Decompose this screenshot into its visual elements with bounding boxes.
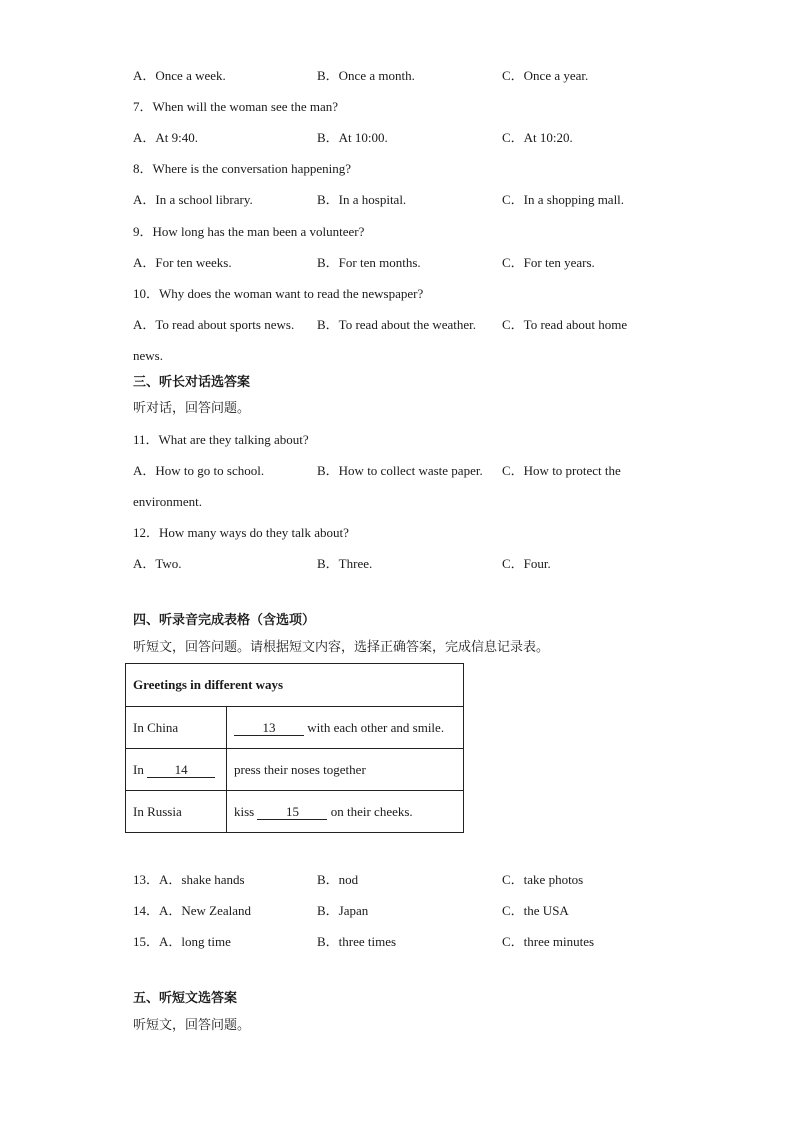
q8-option-b[interactable]: B．In a hospital.: [317, 192, 407, 207]
table-header: Greetings in different ways: [126, 664, 464, 707]
q10-option-c[interactable]: C．To read about home: [502, 317, 628, 332]
q6-option-c[interactable]: C．Once a year.: [502, 68, 589, 83]
section4-title: 四、听录音完成表格（含选项）: [133, 613, 316, 628]
table-cell: In 14: [126, 749, 227, 791]
q7-question: 7．When will the woman see the man?: [133, 99, 339, 114]
q6-option-b[interactable]: B．Once a month.: [317, 68, 415, 83]
q7-option-a[interactable]: A．At 9:40.: [133, 130, 199, 145]
q11-question: 11．What are they talking about?: [133, 432, 309, 447]
table-cell: In Russia: [126, 791, 227, 833]
table-cell: press their noses together: [227, 749, 464, 791]
section3-instruction: 听对话，回答问题。: [133, 401, 251, 416]
q15-option-a[interactable]: 15．A．long time: [133, 934, 231, 949]
q10-option-c-wrap: news.: [133, 348, 163, 363]
answer-blank[interactable]: 13: [234, 721, 304, 736]
q14-option-b[interactable]: B．Japan: [317, 903, 369, 918]
q10-option-b[interactable]: B．To read about the weather.: [317, 317, 477, 332]
greetings-table: [125, 663, 464, 833]
q14-option-a[interactable]: 14．A．New Zealand: [133, 903, 252, 918]
table-row: [126, 791, 464, 833]
q7-option-c[interactable]: C．At 10:20.: [502, 130, 573, 145]
q9-option-c[interactable]: C．For ten years.: [502, 255, 595, 270]
q8-option-a[interactable]: A．In a school library.: [133, 192, 253, 207]
answer-blank[interactable]: 15: [257, 805, 327, 820]
q8-option-c[interactable]: C．In a shopping mall.: [502, 192, 625, 207]
table-cell: kiss 15 on their cheeks.: [227, 791, 464, 833]
table-cell: 13 with each other and smile.: [227, 707, 464, 749]
q14-option-c[interactable]: C．the USA: [502, 903, 569, 918]
q11-option-c-wrap: environment.: [133, 494, 202, 509]
q8-question: 8．Where is the conversation happening?: [133, 161, 352, 176]
q12-option-a[interactable]: A．Two.: [133, 556, 182, 571]
q12-option-b[interactable]: B．Three.: [317, 556, 373, 571]
answer-blank[interactable]: 14: [147, 763, 215, 778]
q12-option-c[interactable]: C．Four.: [502, 556, 551, 571]
section4-instruction: 听短文，回答问题。请根据短文内容，选择正确答案，完成信息记录表。: [133, 640, 550, 655]
q9-option-a[interactable]: A．For ten weeks.: [133, 255, 232, 270]
section3-title: 三、听长对话选答案: [133, 375, 251, 390]
table-row: [126, 707, 464, 749]
section5-instruction: 听短文，回答问题。: [133, 1018, 251, 1033]
table-cell: In China: [126, 707, 227, 749]
q12-question: 12．How many ways do they talk about?: [133, 525, 349, 540]
q13-option-c[interactable]: C．take photos: [502, 872, 584, 887]
q7-option-b[interactable]: B．At 10:00.: [317, 130, 388, 145]
q15-option-b[interactable]: B．three times: [317, 934, 397, 949]
q11-option-a[interactable]: A．How to go to school.: [133, 463, 265, 478]
q10-question: 10．Why does the woman want to read the newspaper?: [133, 286, 424, 301]
q9-option-b[interactable]: B．For ten months.: [317, 255, 421, 270]
q13-option-a[interactable]: 13．A．shake hands: [133, 872, 245, 887]
q11-option-b[interactable]: B．How to collect waste paper.: [317, 463, 483, 478]
q13-option-b[interactable]: B．nod: [317, 872, 359, 887]
q6-option-a[interactable]: A．Once a week.: [133, 68, 226, 83]
q9-question: 9．How long has the man been a volunteer?: [133, 224, 365, 239]
section5-title: 五、听短文选答案: [133, 991, 238, 1006]
table-row: [126, 749, 464, 791]
q15-option-c[interactable]: C．three minutes: [502, 934, 595, 949]
q11-option-c[interactable]: C．How to protect the: [502, 463, 621, 478]
q10-option-a[interactable]: A．To read about sports news.: [133, 317, 295, 332]
